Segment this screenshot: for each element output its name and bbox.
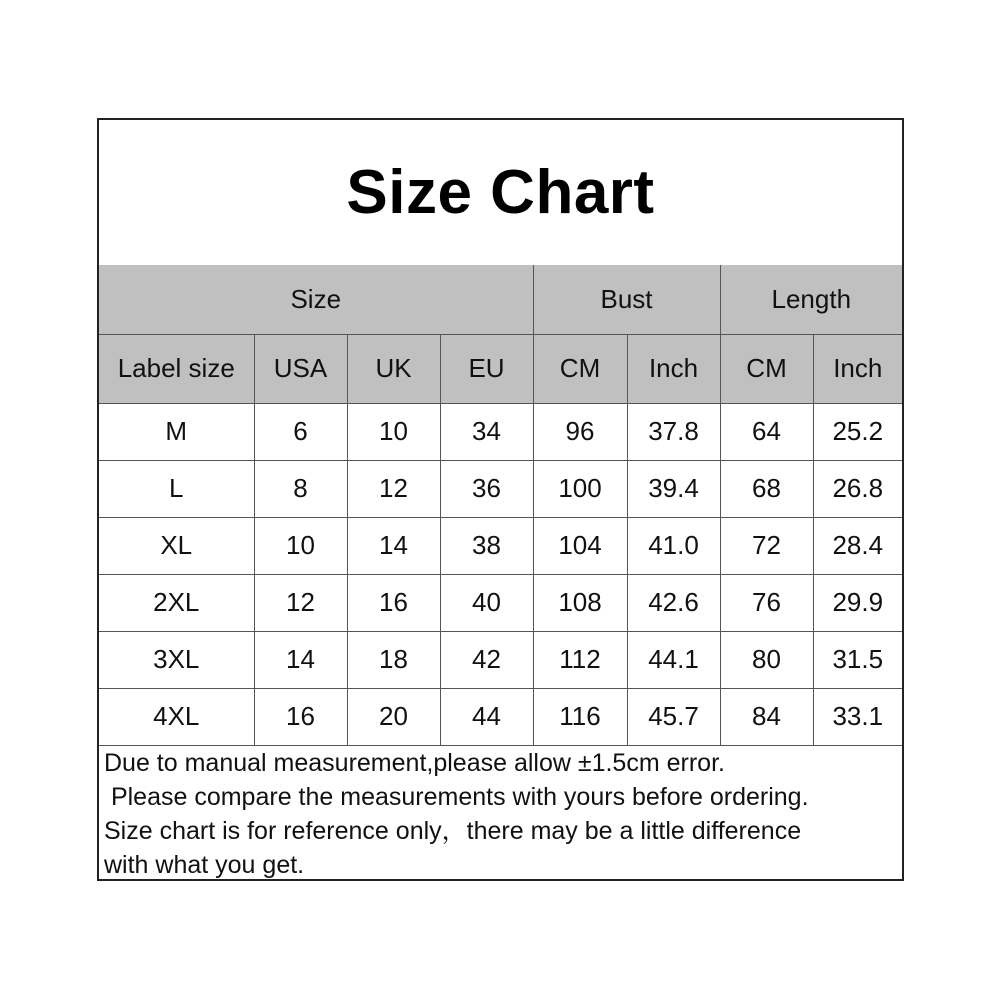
table-cell: M xyxy=(99,403,254,460)
table-cell: 100 xyxy=(533,460,627,517)
column-header-length-inch: Inch xyxy=(813,334,902,403)
column-header-eu: EU xyxy=(440,334,533,403)
table-cell: 34 xyxy=(440,403,533,460)
table-row xyxy=(99,688,902,745)
table-cell: 36 xyxy=(440,460,533,517)
table-cell: 42 xyxy=(440,631,533,688)
table-cell: 8 xyxy=(254,460,347,517)
table-cell: 29.9 xyxy=(813,574,902,631)
table-cell: 26.8 xyxy=(813,460,902,517)
table-cell: 20 xyxy=(347,688,440,745)
table-cell: 38 xyxy=(440,517,533,574)
table-cell: 12 xyxy=(254,574,347,631)
table-cell: 44.1 xyxy=(627,631,720,688)
table-row xyxy=(99,631,902,688)
table-cell: 10 xyxy=(347,403,440,460)
group-header-bust: Bust xyxy=(533,265,720,334)
table-cell: 10 xyxy=(254,517,347,574)
table-cell: 33.1 xyxy=(813,688,902,745)
table-row xyxy=(99,574,902,631)
column-header-length-cm: CM xyxy=(720,334,813,403)
table-cell: 42.6 xyxy=(627,574,720,631)
column-header-uk: UK xyxy=(347,334,440,403)
measurement-notes xyxy=(99,742,902,882)
group-header-size: Size xyxy=(99,265,533,334)
size-chart xyxy=(97,118,904,881)
table-cell: 39.4 xyxy=(627,460,720,517)
table-cell: 112 xyxy=(533,631,627,688)
title-area xyxy=(99,120,902,267)
group-header-row xyxy=(99,265,902,334)
table-cell: L xyxy=(99,460,254,517)
table-cell: 28.4 xyxy=(813,517,902,574)
table-cell: 3XL xyxy=(99,631,254,688)
table-cell: 14 xyxy=(254,631,347,688)
table-cell: 12 xyxy=(347,460,440,517)
table-row xyxy=(99,460,902,517)
column-header-row xyxy=(99,334,902,403)
table-cell: 14 xyxy=(347,517,440,574)
table-cell: 37.8 xyxy=(627,403,720,460)
table-cell: 64 xyxy=(720,403,813,460)
table-cell: 116 xyxy=(533,688,627,745)
table-cell: XL xyxy=(99,517,254,574)
note-line: Due to manual measurement,please allow ±1.5cm error. xyxy=(104,749,725,777)
table-cell: 45.7 xyxy=(627,688,720,745)
table-cell: 108 xyxy=(533,574,627,631)
table-cell: 4XL xyxy=(99,688,254,745)
group-header-length: Length xyxy=(720,265,902,334)
table-cell: 16 xyxy=(347,574,440,631)
note-line: with what you get. xyxy=(104,851,305,879)
note-line: Size chart is for reference only，there may be a little difference xyxy=(104,817,802,845)
size-table xyxy=(99,265,902,746)
table-cell: 25.2 xyxy=(813,403,902,460)
table-cell: 2XL xyxy=(99,574,254,631)
table-cell: 96 xyxy=(533,403,627,460)
table-cell: 40 xyxy=(440,574,533,631)
table-cell: 68 xyxy=(720,460,813,517)
table-cell: 80 xyxy=(720,631,813,688)
table-row xyxy=(99,403,902,460)
table-cell: 16 xyxy=(254,688,347,745)
table-cell: 18 xyxy=(347,631,440,688)
table-cell: 76 xyxy=(720,574,813,631)
table-cell: 41.0 xyxy=(627,517,720,574)
table-cell: 72 xyxy=(720,517,813,574)
column-header-label-size: Label size xyxy=(99,334,254,403)
column-header-bust-cm: CM xyxy=(533,334,627,403)
table-cell: 104 xyxy=(533,517,627,574)
table-row xyxy=(99,517,902,574)
table-cell: 6 xyxy=(254,403,347,460)
chart-title: Size Chart xyxy=(346,158,655,227)
column-header-usa: USA xyxy=(254,334,347,403)
table-cell: 84 xyxy=(720,688,813,745)
table-cell: 44 xyxy=(440,688,533,745)
note-line: Please compare the measurements with yours before ordering. xyxy=(104,783,809,811)
table-cell: 31.5 xyxy=(813,631,902,688)
column-header-bust-inch: Inch xyxy=(627,334,720,403)
